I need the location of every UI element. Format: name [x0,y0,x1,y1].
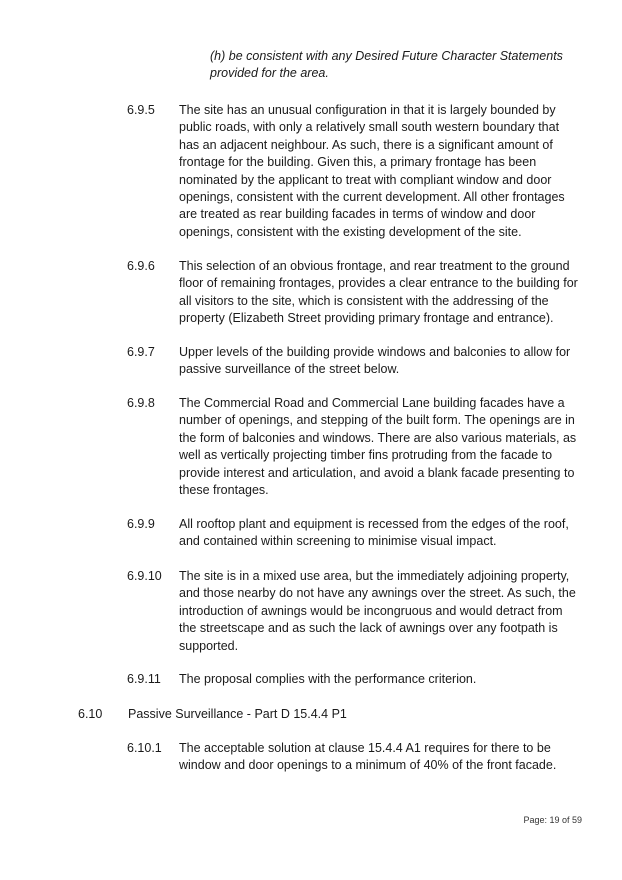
paragraph-number: 6.9.11 [127,672,161,686]
paragraph-text: This selection of an obvious frontage, and rear treatment to the ground floor of remaining frontages, provides a clear entrance to the building for all visitors to the site, which is consistent with the addressing of the property (Elizabeth Street providing primary frontage and entrance). [179,259,578,326]
section-title: Passive Surveillance - Part D 15.4.4 P1 [128,707,347,721]
paragraph-text: The Commercial Road and Commercial Lane building facades have a number of openings, and stepping of the built form. The openings are in the form of balconies and windows. There are also various materials, as well as vertically projecting timber fins protruding from the facade to provide interest and articulation, and avoid a blank facade presenting to these frontages. [179,396,577,498]
paragraph-number: 6.9.8 [127,396,155,410]
paragraph-text: All rooftop plant and equipment is recessed from the edges of the roof, and contained within screening to minimise visual impact. [179,517,569,549]
intro-clause-h: (h) be consistent with any Desired Future Character Statements provided for the area. [210,49,563,81]
paragraph-number: 6.9.10 [127,569,162,583]
paragraph-number: 6.9.6 [127,259,155,273]
paragraph-number: 6.9.5 [127,103,155,117]
paragraph-text: The site is in a mixed use area, but the immediately adjoining property, and those nearby do not have any awnings over the street. As such, the introduction of awnings would be incongruous and would detract from the streetscape and as such the lack of awnings over any footpath is supported. [179,569,576,653]
paragraph-number: 6.9.7 [127,345,155,359]
paragraph-number: 6.10.1 [127,741,162,755]
section-number: 6.10 [78,707,103,721]
page-number-footer: Page: 19 of 59 [523,815,582,825]
paragraph-number: 6.9.9 [127,517,155,531]
paragraph-text: The acceptable solution at clause 15.4.4 A1 requires for there to be window and door openings to a minimum of 40% of the front facade. [179,741,557,773]
paragraph-text: The site has an unusual configuration in that it is largely bounded by public roads, with only a relatively small south western boundary that has an adjacent neighbour. As such, there is a significant amount of frontage for the building. Given this, a primary frontage has been nominated by the applicant to treat with compliant window and door openings, consistent with the current development. All other frontages are treated as rear building facades in terms of window and door openings, consistent with the existing development of the site. [179,103,565,239]
paragraph-text: Upper levels of the building provide windows and balconies to allow for passive surveillance of the street below. [179,345,571,377]
paragraph-text: The proposal complies with the performance criterion. [179,672,477,686]
